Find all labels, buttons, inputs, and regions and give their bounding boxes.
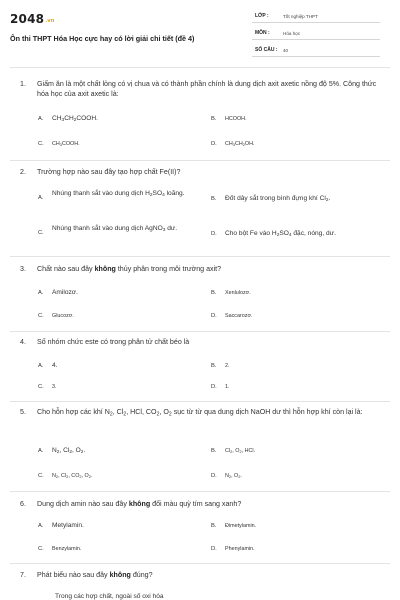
question-text: Phát biểu nào sau đây không đúng? <box>37 571 153 579</box>
question-text: Dung dịch amin nào sau đây không đổi màu quỳ tím sang xanh? <box>37 500 242 508</box>
option-text: 2. <box>225 363 230 369</box>
option-text: $N_2$, $O_2$. <box>225 473 242 479</box>
document-title: Ôn thi THPT Hóa Học cực hay có lời giải chi tiết (đề 4) <box>10 34 195 43</box>
question-text: Chất nào sau đây không thủy phân trong môi trường axit? <box>37 265 222 273</box>
header-divider <box>10 67 390 68</box>
meta-value: 40 <box>283 47 289 53</box>
meta-label: MÔN : <box>255 30 270 36</box>
option-text: Đốt dây sắt trong bình đựng khí $Cl_2$. <box>225 195 331 204</box>
option-text: Nhúng thanh sắt vào dung dịch AgNO$_3$ dư. <box>52 225 178 234</box>
question-divider <box>10 331 390 332</box>
option-text: Đimetylamin. <box>225 523 257 529</box>
question-divider <box>10 563 390 564</box>
question-divider <box>10 491 390 492</box>
question-text: Trường hợp nào sau đây tạo hợp chất Fe(II)? <box>37 168 181 176</box>
meta-value: Hóa học <box>283 30 301 36</box>
option-text: $CH_3CH_2COOH$. <box>52 115 98 124</box>
option-text: HCOOH. <box>225 116 247 122</box>
question-number: 3. <box>20 265 26 273</box>
meta-label: LỚP : <box>255 13 269 19</box>
option-text: Phenylamin. <box>225 546 255 552</box>
document-header <box>0 0 400 68</box>
option-text: Nhúng thanh sắt vào dung dịch $H_2SO_4$ loãng. <box>52 190 185 199</box>
option-text: Cho bột Fe vào $H_2SO_4$ đặc, nóng, dư. <box>225 230 336 239</box>
option-text: $N_2$, $Cl_2$, $CO_2$, $O_2$. <box>52 473 93 479</box>
question-number: 2. <box>20 168 26 176</box>
question-number: 7. <box>20 571 26 579</box>
question-number: 1. <box>20 80 26 88</box>
site-logo[interactable]: 2048.vn <box>10 12 55 26</box>
question-text: Cho hỗn hợp các khí $N_2$, $Cl_2$, HCl, $CO_2$, $O_2$ sục từ từ qua dung dịch NaOH dư thì hỗn hợp khí còn lại là: <box>37 408 363 418</box>
option-text: Amilozơ. <box>52 289 78 296</box>
option-text: $Cl_2$, $O_2$, HCl. <box>225 448 256 454</box>
meta-label: SỐ CÂU : <box>255 47 278 53</box>
meta-row-question-count <box>252 44 380 57</box>
option-text: 4. <box>52 362 58 369</box>
option-text: 1. <box>225 384 230 390</box>
question-text: Số nhóm chức este có trong phân tử chất béo là <box>37 338 190 346</box>
option-text: Trong các hợp chất, ngoài số oxi hóa <box>55 593 164 600</box>
question-number: 6. <box>20 500 26 508</box>
option-text: Glucozơ. <box>52 313 74 319</box>
question-number: 5. <box>20 408 26 416</box>
question-text: Giấm ăn là một chất lỏng có vị chua và có thành phần chính là dung dịch axit axetic nồng độ 5%. Công thức hóa học của axit axetic là: <box>37 80 377 98</box>
option-text: Benzylamin. <box>52 546 82 552</box>
meta-value: Tốt nghiệp THPT <box>283 13 318 19</box>
option-text: Metylamin. <box>52 522 84 529</box>
question-number: 4. <box>20 338 26 346</box>
meta-row-class <box>252 10 380 23</box>
question-divider <box>10 160 390 161</box>
option-text: Xenlulozơ. <box>225 290 251 296</box>
meta-row-subject <box>252 27 380 40</box>
option-text: $CH_3COOH$. <box>52 141 80 147</box>
option-text: $N_2$, $Cl_2$, $O_2$. <box>52 447 86 456</box>
option-text: 3. <box>52 384 57 390</box>
question-divider <box>10 256 390 257</box>
option-text: $CH_3CH_2OH$. <box>225 141 255 147</box>
option-text: Saccarozơ. <box>225 313 253 319</box>
question-divider <box>10 401 390 402</box>
